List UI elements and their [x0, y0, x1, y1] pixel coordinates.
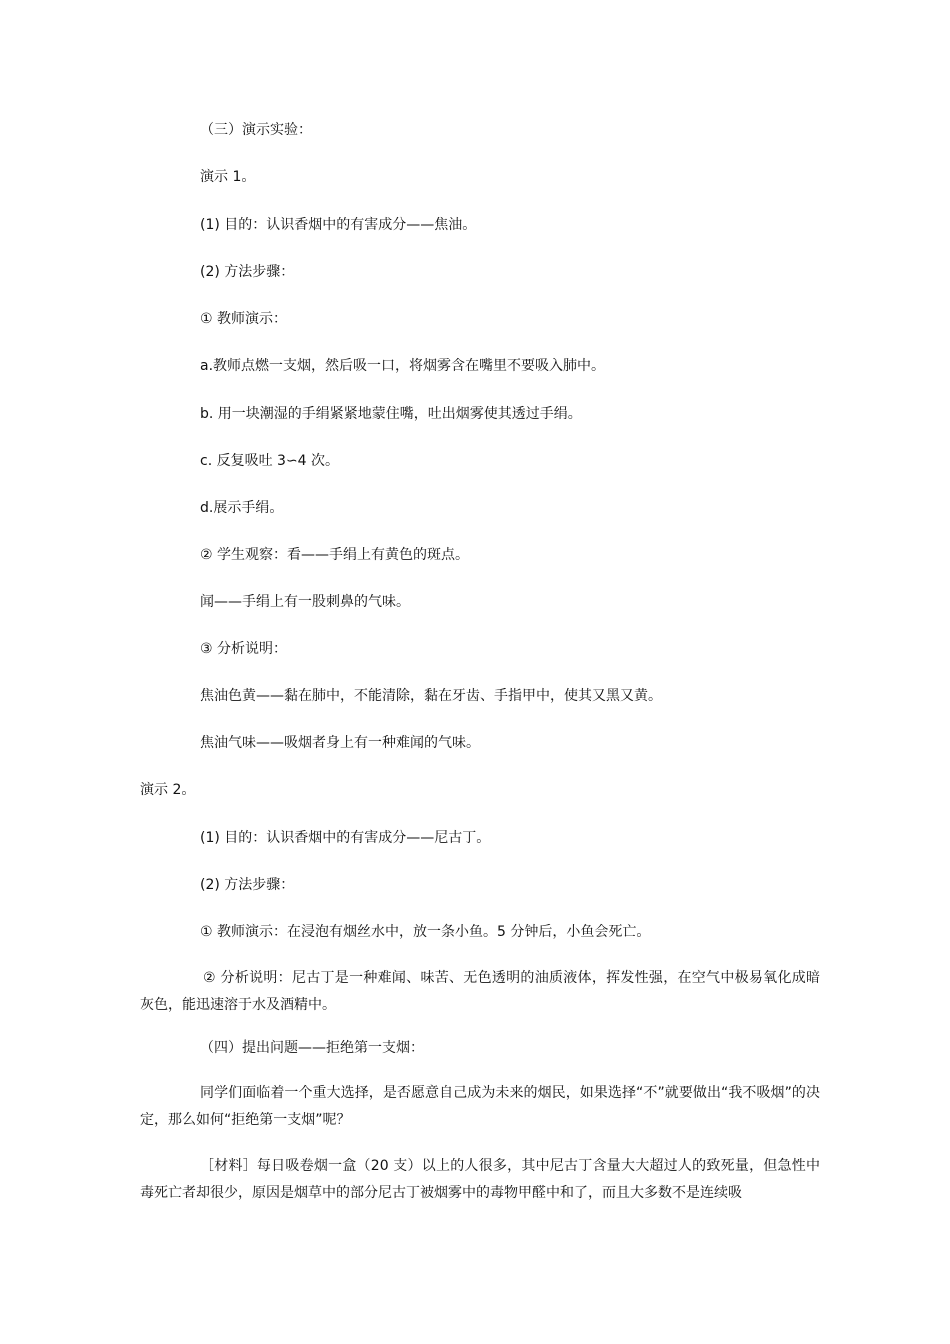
demo-1-step-d: d.展示手绢。 — [200, 500, 284, 516]
demo-1-teacher-demo: ① 教师演示： — [200, 311, 288, 327]
section-3-heading: （三）演示实验： — [200, 122, 312, 138]
demo-1-analysis-heading: ③ 分析说明： — [200, 641, 288, 657]
demo-1-step-a: a.教师点燃一支烟，然后吸一口，将烟雾含在嘴里不要吸入肺中。 — [200, 358, 606, 374]
demo-1-smell-observe: 闻——手绢上有一股刺鼻的气味。 — [200, 594, 410, 610]
demo-1-tar-color: 焦油色黄——黏在肺中，不能清除，黏在牙齿、手指甲中，使其又黑又黄。 — [200, 688, 662, 704]
demo-1-step-b: b. 用一块潮湿的手绢紧紧地蒙住嘴，吐出烟雾使其透过手绢。 — [200, 406, 582, 422]
demo-2-heading: 演示 2。 — [140, 782, 196, 798]
demo-1-student-observe: ② 学生观察：看——手绢上有黄色的斑点。 — [200, 547, 469, 563]
demo-2-method-heading: (2) 方法步骤： — [200, 877, 295, 893]
demo-2-purpose: (1) 目的：认识香烟中的有害成分——尼古丁。 — [200, 830, 491, 846]
demo-1-method-heading: (2) 方法步骤： — [200, 264, 295, 280]
section-4-heading: （四）提出问题——拒绝第一支烟： — [200, 1040, 424, 1056]
material-paragraph: ［材料］每日吸卷烟一盒（20 支）以上的人很多，其中尼古丁含量大大超过人的致死量，但急性中毒死亡者却很少，原因是烟草中的部分尼古丁被烟雾中的毒物甲醛中和了，而且大多数不是连续吸 — [140, 1158, 820, 1201]
demo-1-tar-smell: 焦油气味——吸烟者身上有一种难闻的气味。 — [200, 735, 480, 751]
demo-2-analysis-paragraph: ② 分析说明：尼古丁是一种难闻、味苦、无色透明的油质液体，挥发性强，在空气中极易氧化成暗灰色，能迅速溶于水及酒精中。 — [140, 970, 820, 1013]
demo-1-step-c: c. 反复吸吐 3∽4 次。 — [200, 453, 340, 469]
demo-2-teacher-demo: ① 教师演示：在浸泡有烟丝水中，放一条小鱼。5 分钟后，小鱼会死亡。 — [200, 924, 651, 940]
choice-paragraph: 同学们面临着一个重大选择，是否愿意自己成为未来的烟民，如果选择“不”就要做出“我不吸烟”的决定，那么如何“拒绝第一支烟”呢？ — [140, 1085, 820, 1128]
demo-1-purpose: (1) 目的：认识香烟中的有害成分——焦油。 — [200, 217, 477, 233]
demo-1-heading: 演示 1。 — [200, 169, 256, 185]
